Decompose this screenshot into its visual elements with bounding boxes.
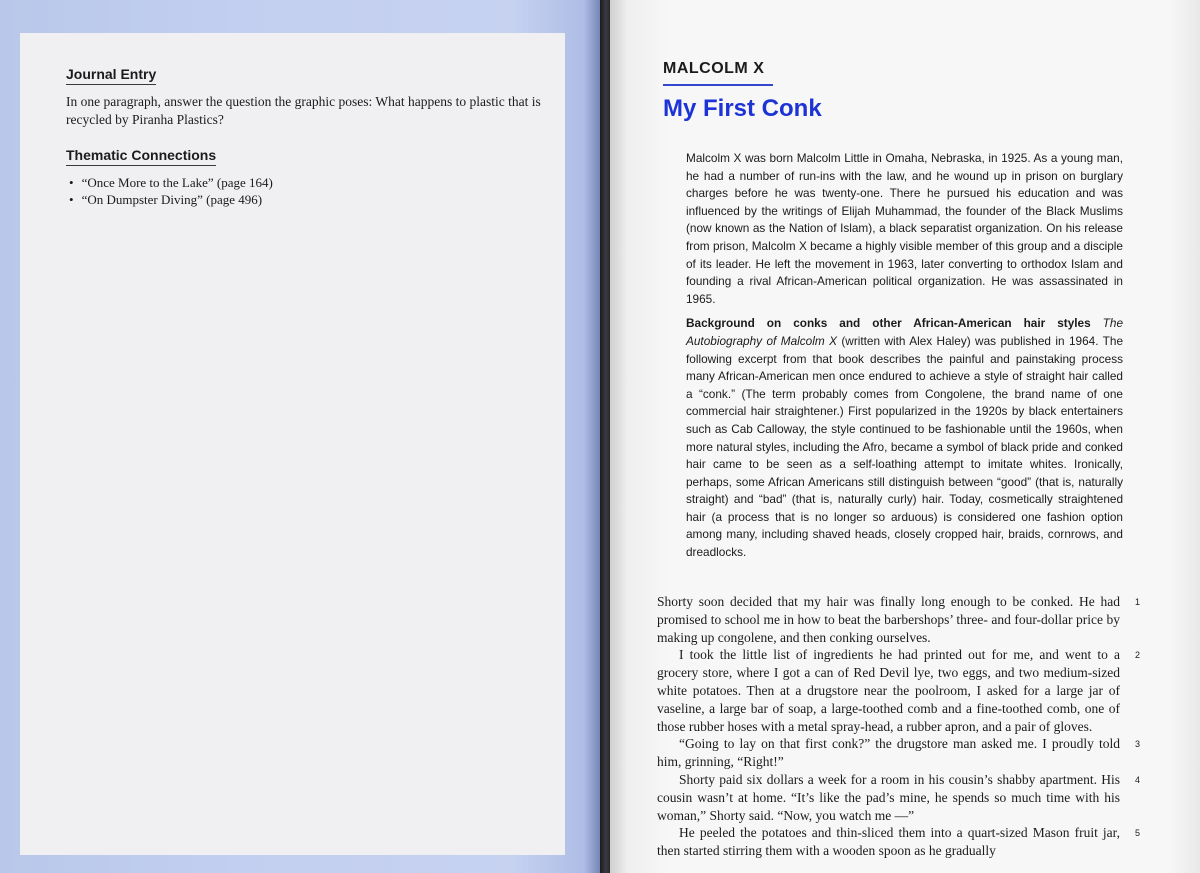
- thematic-connections-list: [66, 174, 546, 208]
- paragraph-number: 5: [1134, 828, 1140, 839]
- essay-body: [657, 593, 1140, 860]
- left-page-content: [66, 66, 546, 208]
- paragraph-number: 4: [1134, 774, 1140, 785]
- journal-entry-text: In one paragraph, answer the question the graphic poses: What happens to plastic that is recycled by Piranha Plastics?: [66, 94, 541, 127]
- background-paragraph: [686, 315, 1123, 561]
- headnote: [686, 150, 1123, 569]
- paragraph-text: He peeled the potatoes and thin-sliced them into a quart-sized Mason fruit jar, then started stirring them with a wooden spoon as he gradually: [657, 825, 1120, 859]
- essay-paragraph: [657, 824, 1140, 860]
- paragraph-text: Shorty paid six dollars a week for a room in his cousin’s shabby apartment. His cousin wasn’t at home. “It’s like the pad’s mine, he spends so much time with his woman,” Shorty said. “Now, you watch me —”: [657, 771, 1120, 823]
- thematic-connections-heading: Thematic Connections: [66, 147, 216, 166]
- paragraph-text: Shorty soon decided that my hair was finally long enough to be conked. He had promised to school me in how to beat the barbershops’ three- and four-dollar price by making up congolene, and then conking ourselves.: [657, 594, 1120, 645]
- essay-paragraph: [657, 646, 1140, 735]
- essay-paragraph: [657, 593, 1140, 646]
- author-underline: [663, 84, 773, 86]
- essay-paragraph: [657, 735, 1140, 771]
- essay-title: My First Conk: [663, 95, 822, 122]
- background-heading: Background on conks and other African-American hair styles: [686, 316, 1091, 331]
- connection-item: • “Once More to the Lake” (page 164): [66, 174, 546, 191]
- background-book-title: The Autobiography of Malcolm X: [686, 316, 1123, 348]
- paragraph-number: 3: [1134, 739, 1140, 750]
- paragraph-text: I took the little list of ingredients he had printed out for me, and went to a grocery store, where I got a can of Red Devil lye, two eggs, and two medium-sized white potatoes. Then at a drugstore near the poolroom, I asked for a large jar of vaseline, a large bar of soap, a large-toothed comb and a fine-toothed comb, one of those rubber hoses with a metal spray-head, a rubber apron, and a pair of gloves.: [657, 647, 1120, 734]
- author-name: MALCOLM X: [663, 60, 765, 77]
- connection-item: • “On Dumpster Diving” (page 496): [66, 191, 546, 208]
- journal-entry-heading: Journal Entry: [66, 66, 156, 85]
- paragraph-number: 2: [1134, 650, 1140, 661]
- author-bio: Malcolm X was born Malcolm Little in Omaha, Nebraska, in 1925. As a young man, he had a number of run-ins with the law, and he wound up in prison on burglary charges before he was twenty-one. There he pursued his education and was influenced by the writings of Elijah Muhammad, the founder of the Black Muslims (now known as the Nation of Islam), a black separatist organization. On his release from prison, Malcolm X became a highly visible member of this group and a disciple of its leader. He left the movement in 1963, later converting to orthodox Islam and founding a rival African-American political organization. He was assassinated in 1965.: [686, 151, 1123, 306]
- essay-paragraph: [657, 771, 1140, 824]
- paragraph-number: 1: [1134, 597, 1140, 607]
- paragraph-text: “Going to lay on that first conk?” the drugstore man asked me. I proudly told him, grinning, “Right!”: [657, 736, 1120, 770]
- right-page: [610, 0, 1200, 873]
- background-text: (written with Alex Haley) was published in 1964. The following excerpt from that book describes the painful and painstaking process many African-American men once endured to achieve a style of straight hair called a “conk.” (The term probably comes from Congolene, the brand name of one commercial hair straightener.) First popularized in the 1920s by black entertainers such as Cab Calloway, the style continued to be fashionable until the 1960s, when more natural styles, including the Afro, became a symbol of black pride and conked hair came to be seen as a self-loathing attempt to imitate whites. Ironically, perhaps, some African Americans still distinguish between “good” (that is, naturally straight) and “bad” (that is, naturally curly) hair. Today, cosmetically straightened hair (a process that is no longer so arduous) is considered one fashion option among many, including shaved heads, closely cropped hair, braids, cornrows, and dreadlocks.: [686, 333, 1124, 560]
